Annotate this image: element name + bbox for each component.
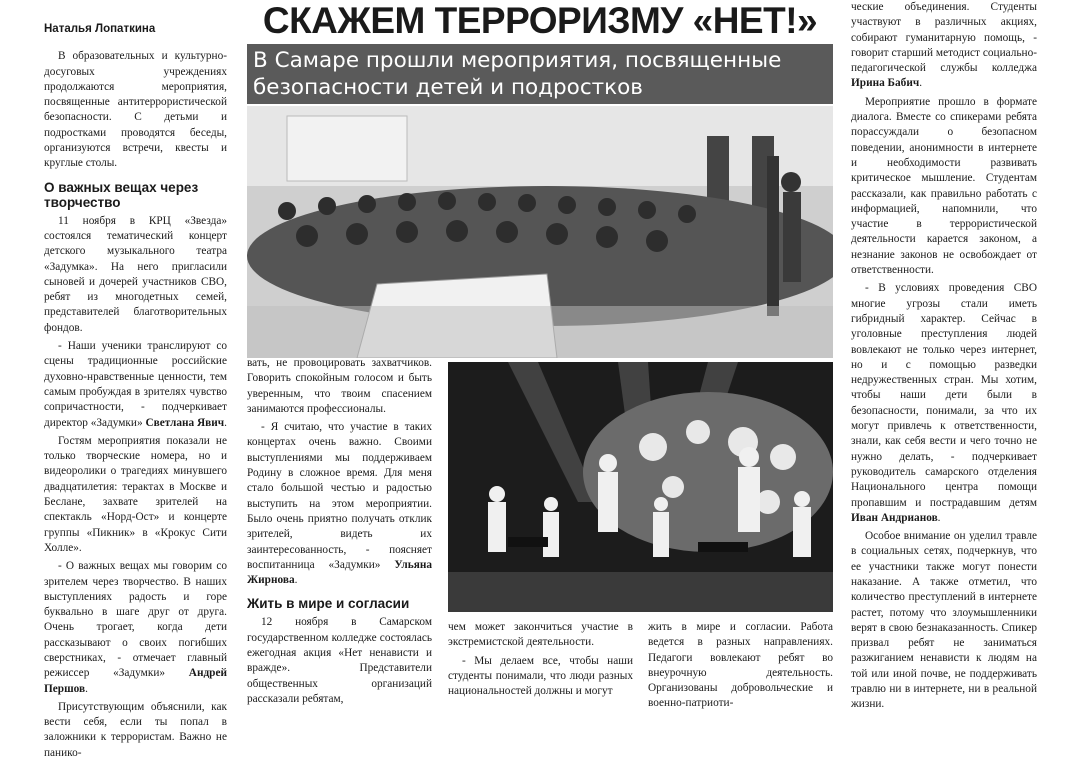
column-1 xyxy=(44,0,227,764)
column-3 xyxy=(448,620,633,702)
quote-paragraph: - Я считаю, что участие в таких концертах очень важно. Своими выступлениями мы поддерживаем Родину в сложное время. Для меня стало большой честью и радостью выступить на этом мероприятии. Было очень приятно получать отклик зрителей, видеть их заинтересованность, - поясняет воспитанница «Задумки» Ульяна Жирнова. xyxy=(247,421,432,587)
subheading-creativity: О важных вещах через творчество xyxy=(44,179,199,210)
paragraph: Присутствующим объяснили, как вести себя, если ты попал в заложники к террористам. Важно не панико- xyxy=(44,700,227,759)
paragraph: 12 ноября в Самарском государственном колледже состоялась ежегодная акция «Нет ненависти и вражде». Представители общественных организаций рассказали ребятам, xyxy=(247,616,432,705)
quote-paragraph: - О важных вещах мы говорим со зрителем через творчество. В наших выступлениях радость и горе буквально в шаге друг от друга. Очень трогает, когда дети рассказывают о своих погибших сверстниках, - отмечает главный режиссер «Задумки» Андрей Першов. xyxy=(44,560,227,695)
photo-stage-dance xyxy=(448,362,833,612)
quote-paragraph: - Мы делаем все, чтобы наши студенты понимали, что люди разных национальностей должны и могут xyxy=(448,654,633,698)
quote-paragraph: - В условиях проведения СВО многие угрозы стали иметь гибридный характер. Сейчас в уголовные преступления людей вовлекают не только через интернет, но и с помощью разведки недружественных стран. Мы хотим, чтобы наши дети были в безопасности, понимали, за что их могут привлечь к ответственности, знали, как себя вести и чего точно не нужно делать, - подчеркивает руководитель самарского отделения Национального центра помощи пропавшим и пострадавшим детям Иван Андрианов. xyxy=(851,282,1037,524)
paragraph: Особое внимание он уделил травле в социальных сетях, подчеркнув, что ее участники также могут понести наказание. А также отметил, что количество преступлений в интернете растет, потому что злоумышленники верят в свою безнаказанность. Спикер призвал ребят не заниматься разжиганием ненависти к людям на той или иной почве, не поддерживать травлю ни в интернете, ни в реальной жизни. xyxy=(851,530,1037,711)
intro-paragraph: В образовательных и культурно-досуговых учреждениях продолжаются мероприятия, посвященные антитеррористической безопасности. С детьми и подростками проводятся беседы, организуются встречи, квесты и круглые столы. xyxy=(44,50,227,170)
quote-paragraph: ческие объединения. Студенты участвуют в различных акциях, собирают гуманитарную помощь, - говорит старший методист социально-педагогической службы колледжа Ирина Бабич. xyxy=(851,1,1037,90)
column-5 xyxy=(851,0,1037,716)
paragraph: жить в мире и согласии. Работа ведется в разных направлениях. Педагоги вовлекают ребят во внеурочную деятельность. Организованы добровольческие и военно-патриоти- xyxy=(648,621,833,710)
photo-auditorium xyxy=(247,106,833,358)
speaker-name: Светлана Явич xyxy=(145,416,225,429)
quote-paragraph: - Наши ученики транслируют со сцены традиционные российские духовно-нравственные ценности, тем самым пробуждая в зрителях чувство сопричастности, - подчеркивает директор «Задумки» Светлана Явич. xyxy=(44,340,227,429)
column-4 xyxy=(648,620,833,715)
paragraph: чем может закончиться участие в экстремистской деятельности. xyxy=(448,621,633,649)
lead-banner: В Самаре прошли мероприятия, посвященные безопасности детей и подростков xyxy=(247,44,833,104)
speaker-name: Андрей Першов xyxy=(44,667,227,695)
speaker-name: Ирина Бабич xyxy=(851,77,920,90)
speaker-name: Иван Андрианов xyxy=(851,511,938,524)
author-name: Наталья Лопаткина xyxy=(44,23,156,35)
headline: СКАЖЕМ ТЕРРОРИЗМУ «НЕТ!» xyxy=(262,0,818,41)
paragraph: Мероприятие прошло в формате диалога. Вместе со спикерами ребята порассуждали о безопасном поведении, анонимности в интернете и необходимости развивать критическое мышление. Студентам рассказали, как правильно работать с информацией, напомнили, что участие в террористической деятельности карается законом, а незнание законов не освобождает от ответственности. xyxy=(851,95,1037,277)
paragraph: 11 ноября в КРЦ «Звезда» состоялся тематический концерт детского музыкального театра «Задумка». На него пригласили сыновей и дочерей участников СВО, ребят из многодетных семей, представителей благотворительных фондов. xyxy=(44,214,227,334)
speaker-name: Ульяна Жирнова xyxy=(247,558,432,587)
subheading-peace: Жить в мире и согласии xyxy=(247,596,410,612)
paragraph: Гостям мероприятия показали не только творческие номера, но и видеоролики о трагедиях минувшего двадцатилетия: терактах в Москве и Беслане, захвате зрителей на спектакль «Норд-Ост» и концерте группы «Пикник» в «Крокус Сити Холле». xyxy=(44,434,227,554)
paragraph: вать, не провоцировать захватчиков. Говорить спокойным голосом и быть уверенным, что твоим спасением занимаются профессионалы. xyxy=(247,357,432,415)
column-2 xyxy=(247,356,432,710)
